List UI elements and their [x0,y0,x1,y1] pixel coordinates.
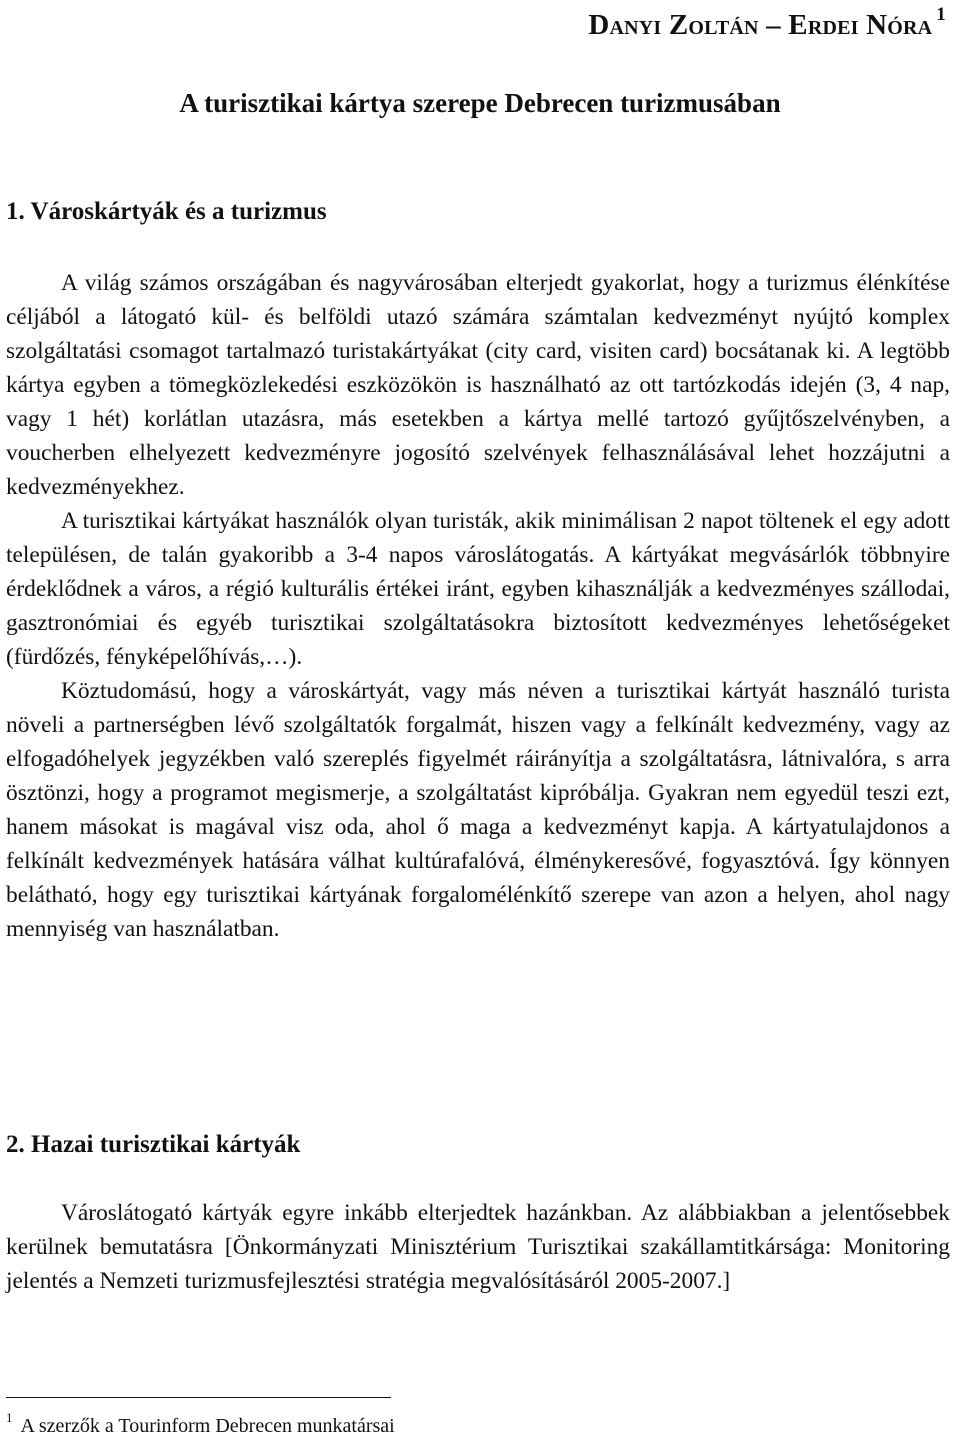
paper-title: A turisztikai kártya szerepe Debrecen turizmusában [179,88,781,118]
paragraph-1: A világ számos országában és nagyvárosában elterjedt gyakorlat, hogy a turizmus élénkítése céljából a látogató kül- és belföldi utazó számára számtalan kedvezményt nyújtó komplex szolgáltatási csomagot tartalmazó turistakártyákat (city card, visiten card) bocsátanak ki. A legtöbb kártya egyben a tömegközlekedési eszközökön is használható az ott tartózkodás idején (3, 4 nap, vagy 1 hét) korlátlan utazásra, más esetekben a kártya mellé tartozó gyűjtőszelvényben, a voucherben elhelyezett kedvezményre jogosító szelvények felhasználásával lehet hozzájutni a kedvezményekhez. [6,270,950,500]
paragraph-4: Városlátogató kártyák egyre inkább elterjedtek hazánkban. Az alábbiakban a jelentősebbek kerülnek bemutatásra [Önkormányzati Minisztérium Turisztikai szakállamtitkársága: Monitoring jelentés a Nemzeti turizmusfejlesztési stratégia megvalósításáról 2005-2007.] [6,1200,950,1294]
paragraph-3: Köztudomású, hogy a városkártyát, vagy más néven a turisztikai kártyát használó turista növeli a partnerségben lévő szolgáltatók forgalmát, hiszen vagy a felkínált kedvezmény, vagy az elfogadóhelyek jegyzékben való szereplés figyelmét ráirányítja a szolgáltatásra, látnivalóra, s arra ösztönzi, hogy a programot megismerje, a szolgáltatást kipróbálja. Gyakran nem egyedül teszi ezt, hanem másokat is magával visz oda, ahol ő maga a kedvezményt kapja. A kártyatulajdonos a felkínált kedvezmények hatására válhat kultúrafalóvá, élménykeresővé, fogyasztóvá. Így könnyen belátható, hogy egy turisztikai kártyának forgalomélénkítő szerepe van azon a helyen, ahol nagy mennyiség van használatban. [6,678,950,942]
paragraph-2: A turisztikai kártyákat használók olyan turisták, akik minimálisan 2 napot töltenek el egy adott településen, de talán gyakoribb a 3-4 napos városlátogatás. A kártyákat megvásárlók többnyire érdeklődnek a város, a régió kulturális értékei iránt, egyben kihasználják a kedvezményes szállodai, gasztronómiai és egyéb turisztikai szolgáltatásokra biztosított kedvezményes lehetőségeket (fürdőzés, fényképelőhívás,…). [6,508,950,670]
footnote [6,1410,395,1438]
section-2-body [6,1196,950,1298]
section-heading-2: 2. Hazai turisztikai kártyák [6,1131,301,1158]
footnote-mark: 1 [6,1410,13,1425]
footnote-text: A szerzők a Tourinform Debrecen munkatársai [20,1415,395,1437]
author-line [588,4,946,42]
section-heading-1: 1. Városkártyák és a turizmus [6,198,327,225]
author-footnote-mark[interactable]: 1 [936,4,946,25]
footnote-divider [6,1397,391,1398]
section-1-body [6,266,950,946]
authors-text: Danyi Zoltán – Erdei Nóra [588,9,933,41]
